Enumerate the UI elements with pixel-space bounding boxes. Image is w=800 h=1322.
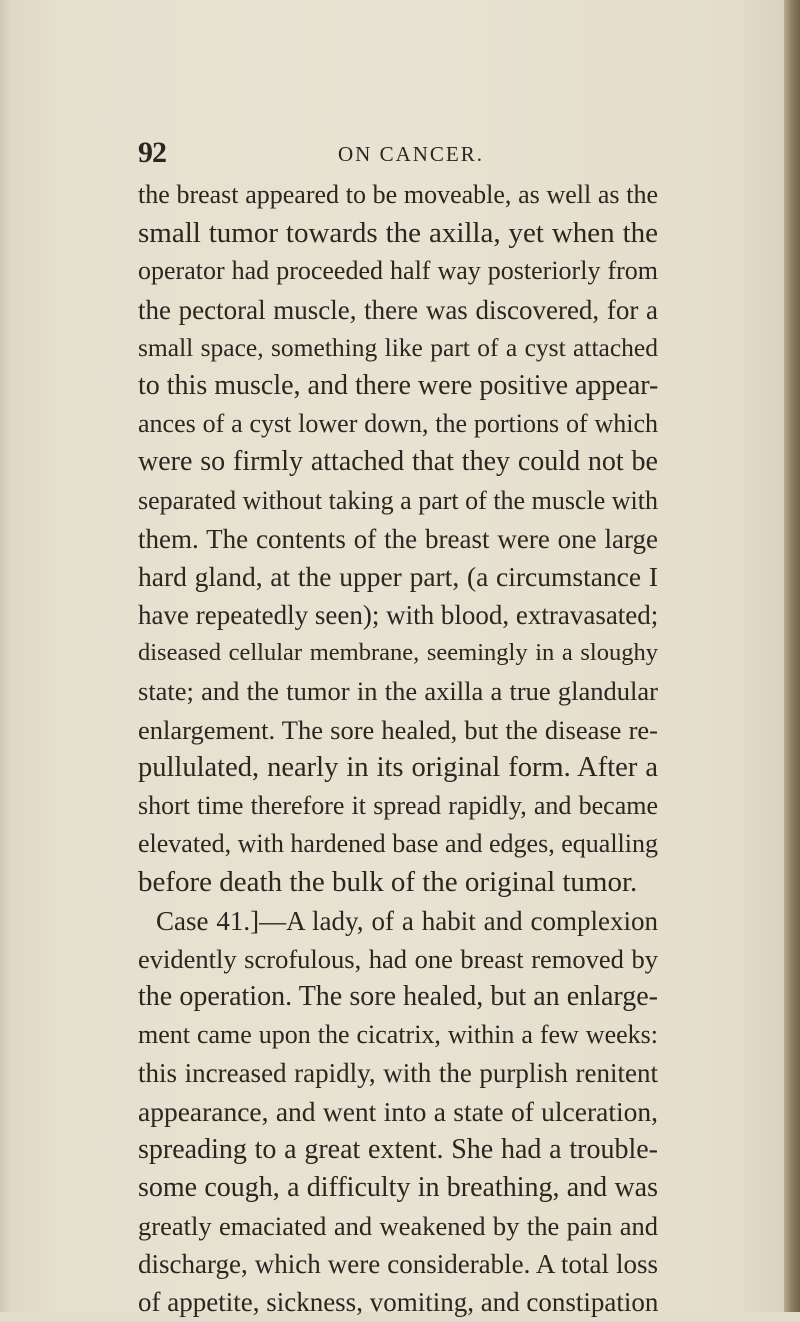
text-line: small space, something like part of a cyst attached — [138, 332, 658, 362]
text-line: state; and the tumor in the axilla a true glandular — [138, 676, 658, 707]
running-head — [138, 136, 658, 172]
text-line: diseased cellular membrane, seemingly in a sloughy — [138, 639, 658, 667]
text-line: evidently scrofulous, had one breast removed by — [138, 943, 658, 974]
text-line: before death the bulk of the original tumor. — [138, 866, 638, 899]
text-line: spreading to a great extent. She had a trouble- — [138, 1133, 658, 1165]
text-line: pullulated, nearly in its original form. After a — [138, 751, 658, 783]
text-line: short time therefore it spread rapidly, and became — [138, 791, 658, 820]
text-line: discharge, which were considerable. A total loss — [138, 1249, 658, 1280]
text-line: small tumor towards the axilla, yet when the — [138, 217, 658, 250]
text-line: separated without taking a part of the muscle with — [138, 485, 658, 515]
text-line: the operation. The sore healed, but an enlarge- — [138, 980, 658, 1012]
text-line: have repeatedly seen); with blood, extravasated; — [138, 600, 659, 631]
page-number: 92 — [138, 136, 166, 169]
text-line: appearance, and went into a state of ulceration, — [138, 1095, 658, 1127]
text-line: ment came upon the cicatrix, within a few weeks: — [138, 1020, 658, 1050]
text-line: of appetite, sickness, vomiting, and constipation — [138, 1287, 659, 1318]
text-line: some cough, a difficulty in breathing, and was — [138, 1171, 658, 1203]
text-line: hard gland, at the upper part, (a circumstance I — [138, 560, 658, 592]
text-line: the breast appeared to be moveable, as well as the — [138, 180, 658, 209]
text-line: them. The contents of the breast were one large — [138, 523, 658, 554]
text-line: enlargement. The sore healed, but the disease re- — [138, 714, 658, 745]
text-line: this increased rapidly, with the purplish renitent — [138, 1058, 658, 1089]
running-title: ON CANCER. — [338, 142, 485, 166]
text-line: greatly emaciated and weakened by the pain and — [138, 1211, 658, 1242]
body-text — [138, 176, 658, 1322]
text-line: operator had proceeded half way posteriorly from — [138, 256, 658, 286]
text-line: ances of a cyst lower down, the portions of which — [138, 409, 658, 439]
text-line: were so firmly attached that they could not be — [138, 446, 658, 478]
text-line: to this muscle, and there were positive appear- — [138, 369, 659, 401]
book-binding-edge — [784, 0, 800, 1312]
text-line-case-heading: Case 41.]—A lady, of a habit and complexion — [156, 905, 658, 936]
text-line: the pectoral muscle, there was discovered, for a — [138, 294, 658, 325]
page-edge-shadow — [0, 0, 10, 1312]
text-line: elevated, with hardened base and edges, equalling — [138, 829, 658, 859]
